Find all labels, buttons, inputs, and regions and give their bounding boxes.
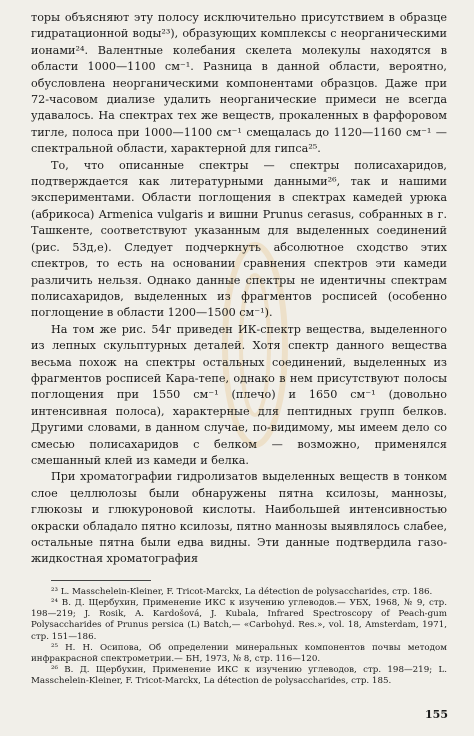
paragraph-3: На том же рис. 54г приведен ИК-спектр вещества, выделенного из лепных скульптурных деталей. Хотя спектр данного вещества весьма похож на спектры остальных соединений, выделенных из фрагментов росписей Кара-тепе, однако в нем присутствуют полосы поглощения при 1550 см⁻¹ (плечо) и 1650 см⁻¹ (довольно интенсивная полоса), характерные для пептидных групп белков. Другими словами, в данном случае, по-видимому, мы имеем дело со смесью полисахаридов с белком — возможно, применялся смешанный клей из камеди и белка. bbox=[31, 322, 447, 467]
paragraph-4: При хроматографии гидролизатов выделенных веществ в тонком слое целлюлозы были обнаружены пятна ксилозы, маннозы, глюкозы и глюкуроновой кислоты. Наибольшей интенсивностью окраски обладало пятно ксилозы, пятно маннозы выявлялось слабее, остальные пятна были едва видны. Эти данные подтвердила газо-жидкостная хроматография bbox=[31, 470, 447, 566]
page-body bbox=[31, 10, 447, 688]
footnote-23: ²³ L. Masschelein-Kleiner, F. Tricot-Marckx, La détection de polysaccharides, стр. 186. bbox=[51, 586, 433, 597]
footnote-26: ²⁶ В. Д. Щербухин, Применение ИКС к изучению углеводов, стр. 198—219; L. Masschelein-Kleiner, F. Tricot-Marckx, La détection de polysaccharides, стр. 185. bbox=[31, 665, 447, 687]
paragraph-2: То, что описанные спектры — спектры полисахаридов, подтверждается как литературными данными²⁶, так и нашими экспериментами. Области поглощения в спектрах камедей урюка (абрикоса) Armenica vulgaris и вишни Prunus cerasus, собранных в г. Ташкенте, соответствуют указанным для выделенных соединений (рис. 53д,е). Следует подчеркнуть абсолютное сходство этих спектров, то есть на основании сравнения спектров эти камеди различить нельзя. Однако данные спектры не идентичны спектрам полисахаридов, выделенных из фрагментов росписей (особенно поглощение в области 1200—1500 см⁻¹). bbox=[31, 158, 447, 320]
paragraph-1: торы объясняют эту полосу исключительно присутствием в образце гидратационной воды²³), образующих комплексы с неорганическими ионами²⁴. Валентные колебания скелета молекулы находятся в области 1000—1100 см⁻¹. Разница в данной области, вероятно, обусловлена неорганическими компонентами образцов. Даже при 72-часовом диализе удалить неорганические примеси не всегда удавалось. На спектрах тех же веществ, прокаленных в фарфоровом тигле, полоса при 1000—1100 см⁻¹ смещалась до 1120—1160 см⁻¹ — спектральной области, характерной для гипса²⁵. bbox=[31, 11, 447, 156]
footnote-24: ²⁴ В. Д. Щербухин, Применение ИКС к изучению углеводов.— УБХ, 1968, № 9, стр. 198—219; J. Rosik, A. Kardošová, J. Kubala, Infrared Spectroscopy of Peach-gum Polysaccharides of Prunus persica (L) Batch,— «Carbohyd. Res.», vol. 18, Amsterdam, 1971, стр. 151—186. bbox=[31, 598, 447, 642]
footnote-divider bbox=[51, 580, 151, 581]
page-number: 155 bbox=[425, 708, 448, 721]
footnote-25: ²⁵ Н. Н. Осипова, Об определении минеральных компонентов почвы методом инфракрасной спектрометрии.— БН, 1973, № 8, стр. 116—120. bbox=[31, 642, 447, 665]
